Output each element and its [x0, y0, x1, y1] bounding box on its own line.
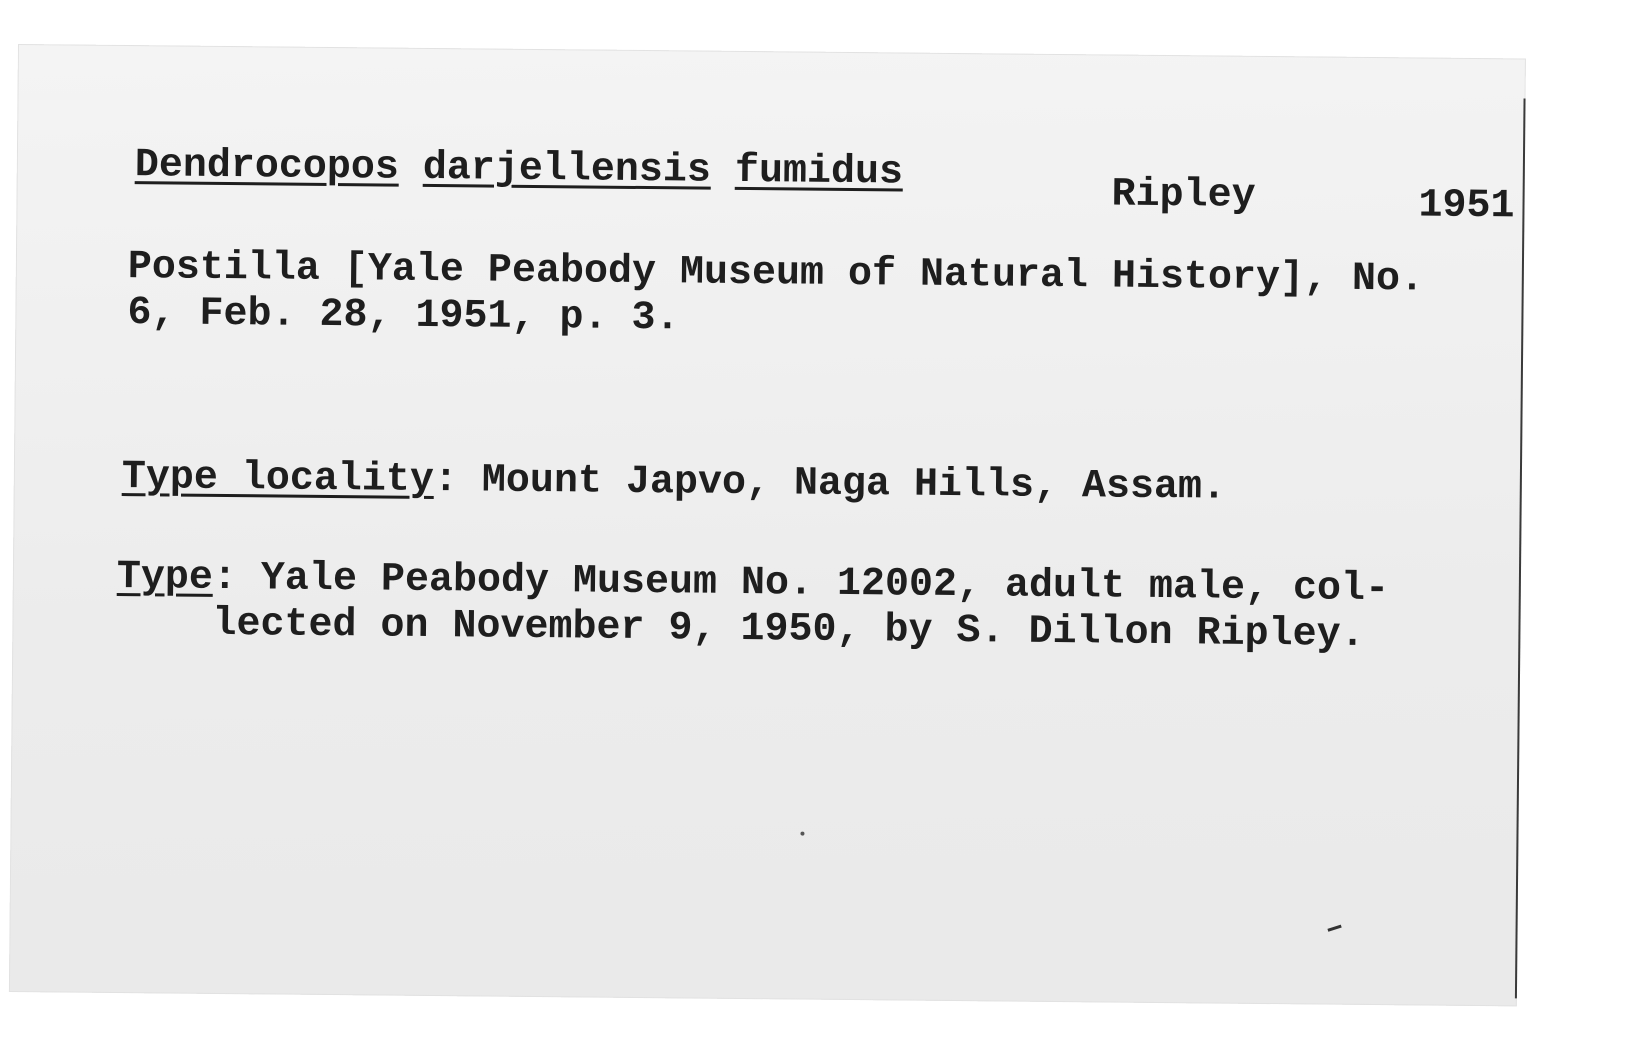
species-name: darjellensis [422, 145, 712, 194]
type-locality-label: Type locality [121, 455, 435, 504]
publication-year: 1951 [1418, 183, 1515, 230]
ink-speck [800, 832, 804, 836]
type-specimen-line-2: lected on November 9, 1950, by S. Dillon Ripley. [212, 601, 1365, 658]
type-locality-value: : Mount Japvo, Naga Hills, Assam. [433, 458, 1227, 511]
type-locality [122, 455, 1227, 512]
type-label: Type [116, 554, 214, 601]
citation-line-2: 6, Feb. 28, 1951, p. 3. [127, 291, 680, 342]
ink-mark [1327, 925, 1341, 932]
index-card [9, 44, 1526, 1006]
citation-line-1: Postilla [Yale Peabody Museum of Natural History], No. [127, 245, 1425, 303]
taxon-name [135, 143, 904, 196]
subspecies-name: fumidus [734, 148, 904, 196]
genus-name: Dendrocopos [134, 143, 400, 191]
author-name: Ripley [1111, 172, 1256, 219]
type-specimen-line-1: : Yale Peabody Museum No. 12002, adult male, col- [212, 555, 1390, 613]
type-specimen [116, 555, 1389, 659]
citation [127, 245, 1424, 349]
